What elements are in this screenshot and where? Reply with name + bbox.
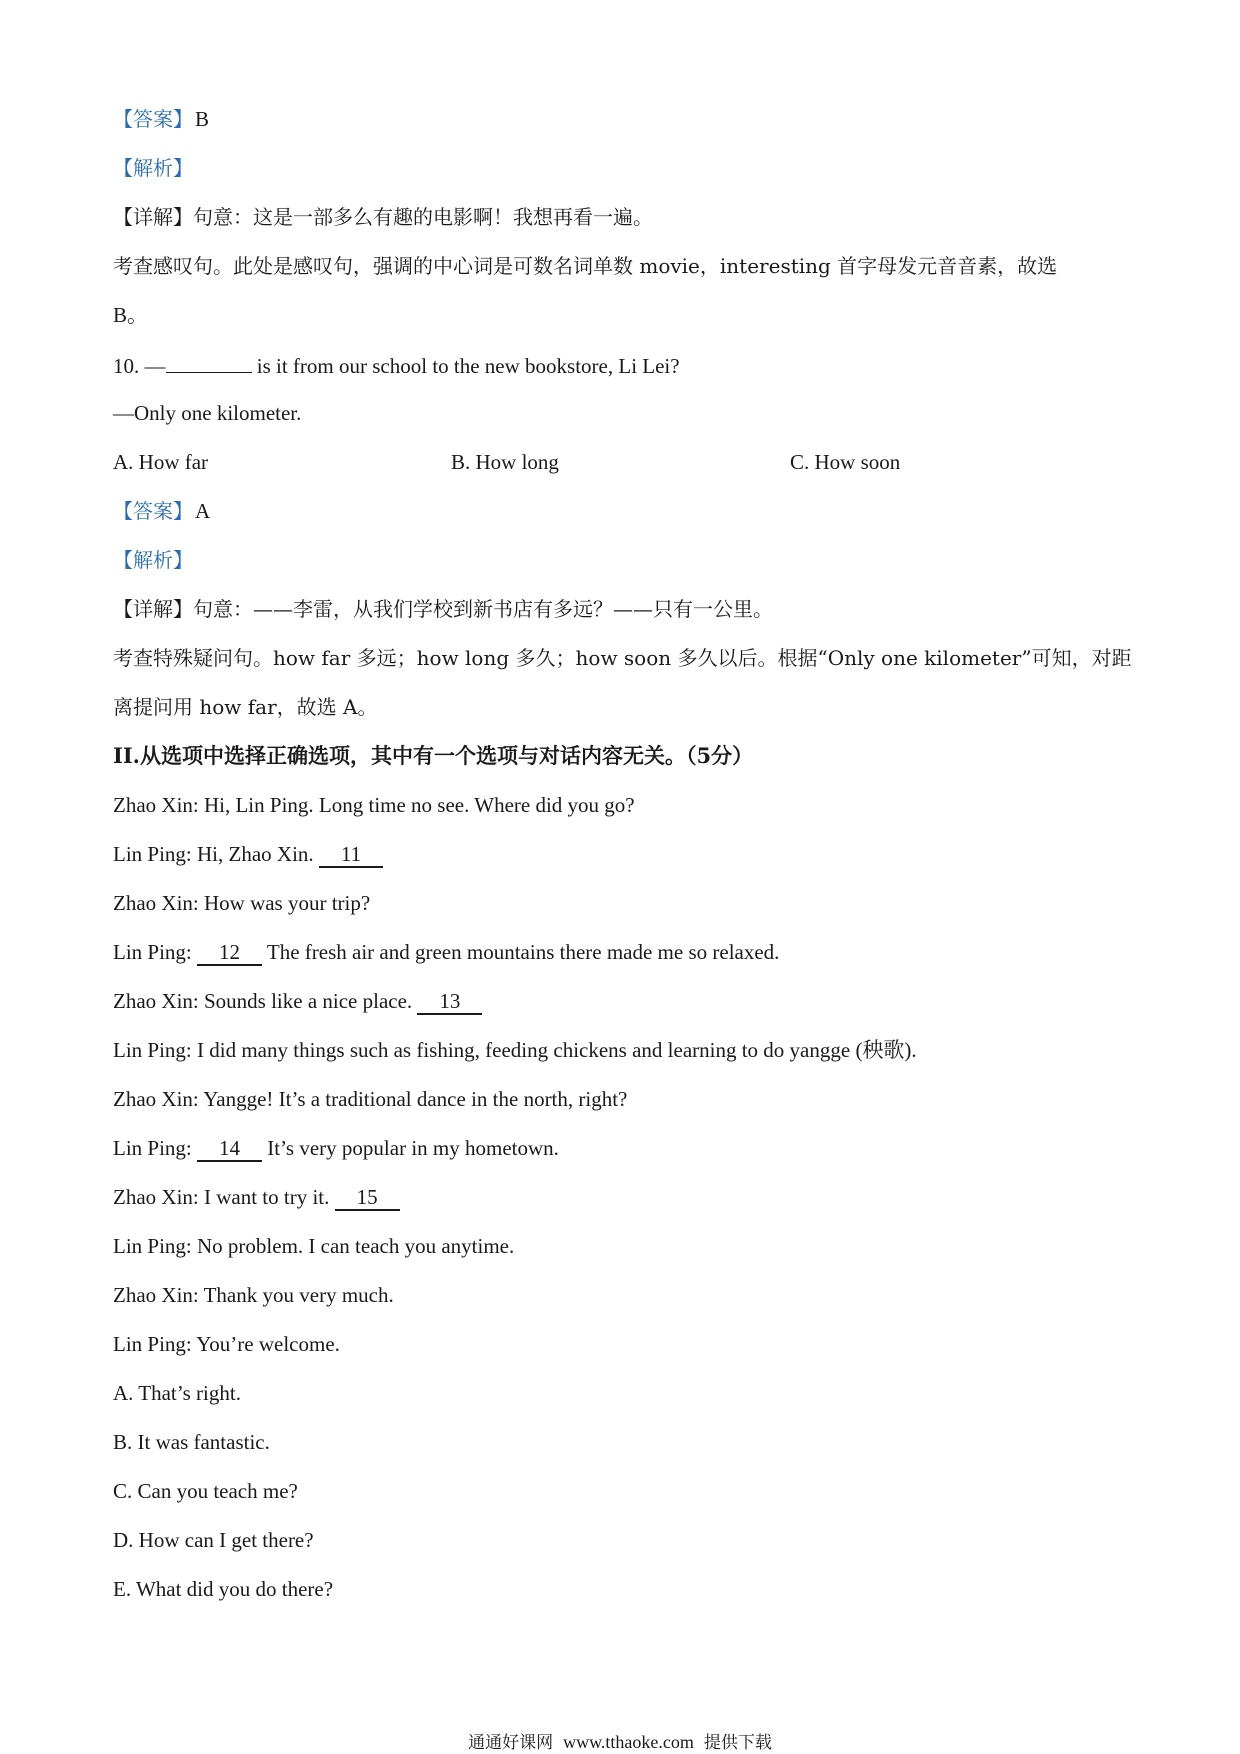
q10-option-a: A. How far bbox=[113, 450, 209, 474]
page-footer bbox=[0, 1728, 1240, 1753]
dialogue-text: Lin Ping: bbox=[113, 1136, 198, 1160]
dialogue-text: Lin Ping: Hi, Zhao Xin. bbox=[113, 842, 319, 866]
q10-answer bbox=[113, 497, 1133, 525]
dialogue-line bbox=[113, 840, 1133, 868]
detail-tag: 【详解】 bbox=[113, 205, 193, 229]
section-heading: II.从选项中选择正确选项，其中有一个选项与对话内容无关。（5分） bbox=[113, 743, 754, 768]
blank-11: 11 bbox=[319, 842, 383, 868]
dialogue-line bbox=[113, 938, 1133, 966]
blank-12: 12 bbox=[197, 940, 262, 966]
dialogue-line bbox=[113, 987, 1133, 1015]
answer-value: A bbox=[195, 499, 211, 523]
blank-15: 15 bbox=[335, 1185, 400, 1211]
dialogue-text: The fresh air and green mountains there made me so relaxed. bbox=[262, 940, 780, 964]
q9-explanation-1: 考查感叹句。此处是感叹句，强调的中心词是可数名词单数 movie，interesting 首字母发元音音素，故选 bbox=[113, 254, 1058, 278]
q10-reply: —Only one kilometer. bbox=[113, 401, 302, 425]
q10-stem bbox=[113, 350, 1133, 380]
q10-number: 10. — bbox=[113, 354, 166, 378]
dialogue-line: Zhao Xin: Thank you very much. bbox=[113, 1283, 394, 1307]
q10-option-b: B. How long bbox=[451, 450, 559, 474]
q10-detail bbox=[113, 595, 1133, 623]
option-b: B. It was fantastic. bbox=[113, 1430, 270, 1454]
blank-14: 14 bbox=[197, 1136, 262, 1162]
q10-explanation-1: 考查特殊疑问句。how far 多远；how long 多久；how soon 多久以后。根据“Only one kilometer”可知，对距 bbox=[113, 646, 1132, 670]
option-a: A. That’s right. bbox=[113, 1381, 241, 1405]
q9-detail bbox=[113, 203, 1133, 231]
q10-explanation-2: 离提问用 how far，故选 A。 bbox=[113, 695, 378, 719]
dialogue-line: Lin Ping: No problem. I can teach you anytime. bbox=[113, 1234, 515, 1258]
q10-stem-text: is it from our school to the new bookstore, Li Lei? bbox=[251, 354, 680, 378]
dialogue-text: It’s very popular in my hometown. bbox=[262, 1136, 559, 1160]
q10-option-c: C. How soon bbox=[790, 450, 901, 474]
footer-site-name: 通通好课网 bbox=[468, 1733, 554, 1753]
analysis-tag: 【解析】 bbox=[113, 548, 193, 572]
dialogue-text: Zhao Xin: Sounds like a nice place. bbox=[113, 989, 418, 1013]
q9-answer bbox=[113, 105, 1133, 133]
blank-13: 13 bbox=[417, 989, 482, 1015]
detail-tag: 【详解】 bbox=[113, 597, 193, 621]
analysis-tag: 【解析】 bbox=[113, 156, 193, 180]
answer-blank bbox=[166, 350, 252, 373]
answer-tag: 【答案】 bbox=[113, 107, 193, 131]
dialogue-line: Zhao Xin: How was your trip? bbox=[113, 891, 371, 915]
option-c: C. Can you teach me? bbox=[113, 1479, 298, 1503]
dialogue-text: Lin Ping: bbox=[113, 940, 198, 964]
detail-text: 句意：这是一部多么有趣的电影啊！我想再看一遍。 bbox=[193, 205, 653, 229]
footer-url[interactable]: www.tthaoke.com bbox=[563, 1732, 694, 1752]
option-e: E. What did you do there? bbox=[113, 1577, 334, 1601]
q9-explanation-2: B。 bbox=[113, 303, 149, 327]
dialogue-line: Zhao Xin: Yangge! It’s a traditional dance in the north, right? bbox=[113, 1087, 628, 1111]
answer-tag: 【答案】 bbox=[113, 499, 193, 523]
footer-note: 提供下载 bbox=[703, 1733, 772, 1753]
dialogue-line: Lin Ping: You’re welcome. bbox=[113, 1332, 340, 1356]
detail-text: 句意：——李雷，从我们学校到新书店有多远？——只有一公里。 bbox=[193, 597, 773, 621]
dialogue-line: Lin Ping: I did many things such as fishing, feeding chickens and learning to do yangge (秧歌). bbox=[113, 1038, 917, 1062]
dialogue-line bbox=[113, 1134, 1133, 1162]
dialogue-text: Zhao Xin: I want to try it. bbox=[113, 1185, 335, 1209]
option-d: D. How can I get there? bbox=[113, 1528, 314, 1552]
q9-analysis bbox=[113, 154, 1133, 182]
answer-value: B bbox=[195, 107, 210, 131]
q10-analysis bbox=[113, 546, 1133, 574]
dialogue-line bbox=[113, 1183, 1133, 1211]
dialogue-line: Zhao Xin: Hi, Lin Ping. Long time no see. Where did you go? bbox=[113, 793, 635, 817]
